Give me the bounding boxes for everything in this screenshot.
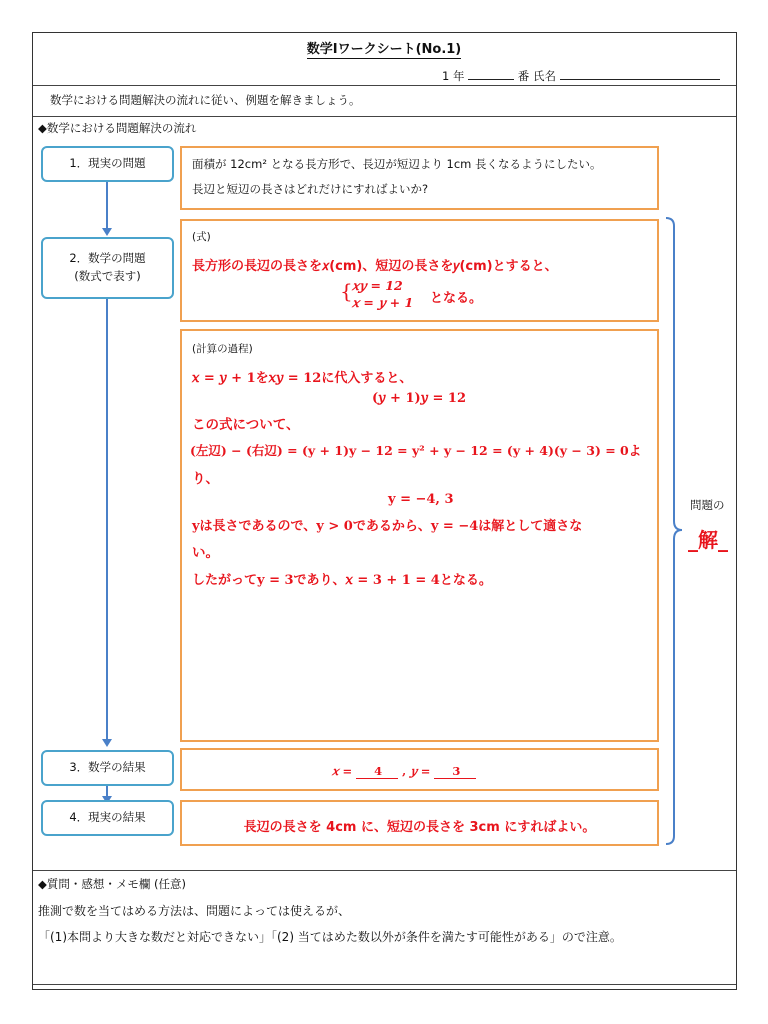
- formula-line-1: 長方形の長辺の長さを𝑥(cm)、短辺の長さを𝑦(cm)とすると、: [192, 259, 558, 274]
- formula-eq-1: 𝑥𝑦 = 12: [352, 278, 403, 293]
- arrow-down-icon: [102, 228, 112, 236]
- calc-line-7: yは長さであるので、y > 0であるから、y = −4は解として適さな: [192, 519, 583, 534]
- problem-box: [180, 146, 659, 210]
- calculation-box: [180, 329, 659, 742]
- problem-line-1: 面積が 12cm² となる長方形で、長辺が短辺より 1cm 長くなるようにしたい。: [192, 157, 602, 171]
- memo-line-1: 推測で数を当てはめる方法は、問題によっては使えるが、: [38, 904, 351, 918]
- divider: [33, 85, 736, 86]
- section-flow-title: ◆数学における問題解決の流れ: [38, 121, 197, 135]
- calc-line-1: 𝑥 = 𝑦 + 1を𝑥𝑦 = 12に代入すると、: [192, 371, 413, 386]
- formula-tail: となる。: [430, 291, 483, 306]
- divider: [33, 984, 736, 985]
- calc-line-8: い。: [192, 545, 219, 561]
- flow-arrow-line: [106, 299, 108, 739]
- side-kai: _解_: [688, 528, 728, 552]
- step-math-problem: 2．数学の問題 (数式で表す): [41, 237, 174, 299]
- calc-line-9: したがってy = 3であり、𝑥 = 3 + 1 = 4となる。: [192, 573, 492, 588]
- real-result-box: [180, 800, 659, 846]
- formula-box: [180, 219, 659, 322]
- step-real-problem: 1．現実の問題: [41, 146, 174, 182]
- worksheet-title: 数学Ⅰワークシート(No.1): [306, 42, 462, 57]
- calc-line-4: (左辺) − (右辺) = (y + 1)y − 12 = y² + y − 12 = (y + 4)(y − 3) = 0よ: [190, 443, 642, 458]
- divider: [33, 116, 736, 117]
- math-result-box: [180, 748, 659, 791]
- problem-line-2: 長辺と短辺の長さはどれだけにすればよいか?: [192, 182, 429, 196]
- brace-icon: {: [340, 279, 353, 303]
- memo-line-2: 「(1)本問より大きな数だと対応できない」「(2) 当てはめた数以外が条件を満たす可能性がある」ので注意。: [38, 930, 622, 944]
- calc-line-3: この式について、: [192, 417, 300, 433]
- calc-line-2: (𝑦 + 1)𝑦 = 12: [372, 391, 467, 406]
- step-real-result: 4．現実の結果: [41, 800, 174, 836]
- real-result-text: 長辺の長さを 4cm に、短辺の長さを 3cm にすればよい。: [243, 820, 596, 835]
- calc-line-5: り、: [192, 471, 219, 487]
- formula-eq-2: 𝑥 = 𝑦 + 1: [352, 295, 414, 310]
- memo-title: ◆質問・感想・メモ欄 (任意): [38, 877, 186, 891]
- name-line: 1 年 番 氏名: [442, 68, 720, 84]
- instruction-text: 数学における問題解決の流れに従い、例題を解きましょう。: [50, 93, 361, 107]
- flow-arrow-line: [106, 182, 108, 228]
- calc-line-6: y = −4, 3: [388, 492, 454, 507]
- math-result-values: 𝑥 = 4 , 𝑦 = 3: [332, 764, 476, 779]
- solution-bracket: [664, 216, 686, 846]
- arrow-down-icon: [102, 739, 112, 747]
- step-math-result: 3．数学の結果: [41, 750, 174, 786]
- side-label: 問題の: [690, 498, 725, 512]
- divider: [33, 870, 736, 871]
- calc-heading: (計算の過程): [192, 343, 253, 355]
- formula-heading: (式): [192, 231, 211, 243]
